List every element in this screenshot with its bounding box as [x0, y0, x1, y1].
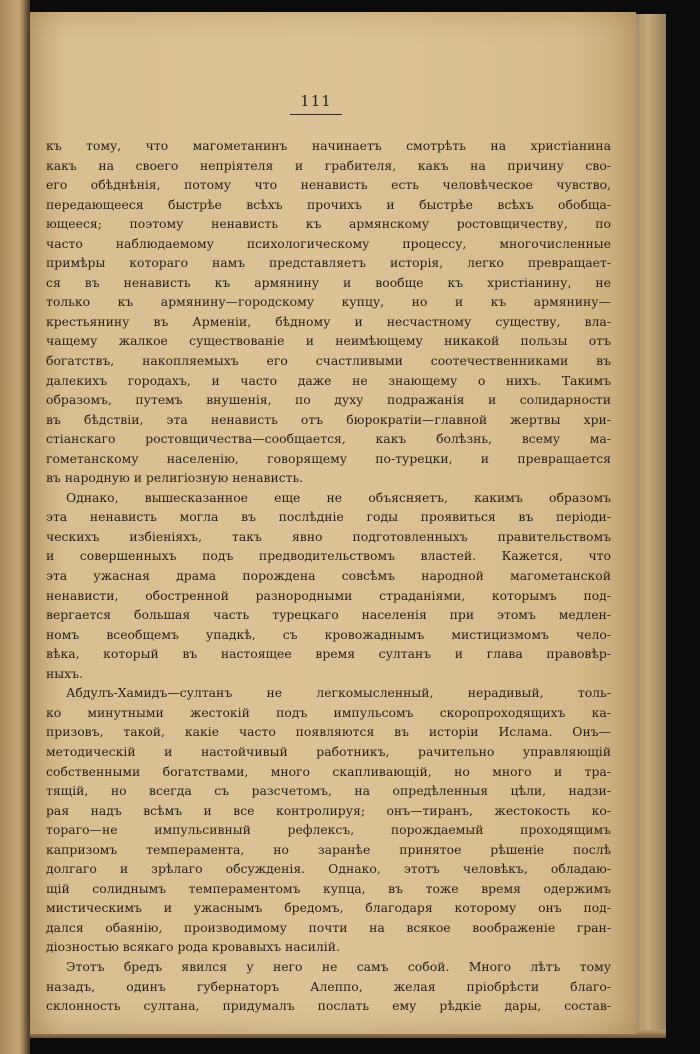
text-line: методическій и настойчивый работникъ, рачительно управляющій — [46, 743, 611, 759]
text-line: собственными богатствами, много скапливающій, но много и тра- — [46, 763, 611, 779]
text-line: Этотъ бредъ явился у него не самъ собой. Много лѣтъ тому — [66, 958, 611, 974]
text-line: номъ всеобщемъ упадкѣ, съ кровожаднымъ мистицизмомъ чело- — [46, 626, 611, 642]
text-line: ко минутными жестокій подъ импульсомъ скоропроходящихъ ка- — [46, 704, 611, 720]
adjacent-page-edge — [0, 0, 30, 1054]
text-line: часто наблюдаемому психологическому процессу, многочисленные — [46, 235, 611, 251]
text-line: передающееся быстрѣе всѣхъ прочихъ и быстрѣе всѣхъ обобща- — [46, 196, 611, 212]
paragraph — [46, 683, 611, 957]
text-line: тораго—не импульсивный рефлексъ, порождаемый проходящимъ — [46, 822, 611, 838]
text-line: ненависти, обостренной разнородными страданіями, которымъ под- — [46, 587, 611, 603]
text-line: ныхъ. — [46, 665, 83, 681]
text-line: въ бѣдствіи, эта ненависть отъ бюрократіи—главной жертвы хри- — [46, 411, 611, 427]
text-line: Однако, вышесказанное еще не объясняетъ, какимъ образомъ — [66, 489, 611, 505]
text-line: назадъ, одинъ губернаторъ Алеппо, желая пріобрѣсти благо- — [46, 978, 611, 994]
text-line: богатствъ, накопляемыхъ его счастливыми соотечественниками въ — [46, 353, 611, 369]
text-line: тящій, но всегда съ разсчетомъ, на опредѣленныя цѣли, надзи- — [46, 783, 611, 799]
text-line: гометанскому населенію, говорящему по-турецки, и превращается — [46, 450, 611, 466]
text-line: эта ненависть могла въ послѣдніе годы проявиться въ періоди- — [46, 509, 611, 525]
book-page — [30, 12, 636, 1034]
paragraph — [46, 136, 611, 488]
text-line: и совершенныхъ подъ предводительствомъ властей. Кажется, что — [46, 548, 611, 564]
text-line: къ тому, что магометанинъ начинаетъ смотрѣть на христіанина — [46, 138, 611, 153]
text-line: долгаго и зрѣлаго обсужденія. Однако, этотъ человѣкъ, обладаю- — [46, 861, 611, 877]
text-line: его обѣднѣнія, потому что ненависть есть человѣческое чувство, — [46, 177, 611, 193]
text-line: только къ армянину—городскому купцу, но и къ армянину— — [46, 294, 611, 310]
spine-shadow — [22, 0, 30, 1054]
page-body-text — [46, 136, 611, 1016]
page-number-underline — [290, 114, 342, 115]
text-line: стіанскаго ростовщичества—сообщается, какъ болѣзнь, всему ма- — [46, 431, 611, 447]
text-line: ся въ ненависть къ армянину и вообще къ христіанину, не — [46, 274, 611, 290]
text-line: дался обаянію, производимому почти на всякое воображеніе гран- — [46, 919, 611, 935]
text-line: чащему жалкое существованіе и неимѣющему никакой пользы отъ — [46, 333, 611, 349]
text-line: эта ужасная драма порождена совсѣмъ народной магометанской — [46, 568, 611, 584]
text-line: Абдулъ-Хамидъ—султанъ не легкомысленный, нерадивый, толь- — [66, 685, 611, 701]
text-line: какъ на своего непріятеля и грабителя, какъ на причину сво- — [46, 157, 611, 173]
text-line: ческихъ избіеніяхъ, такъ явно подготовленныхъ правительствомъ — [46, 528, 611, 544]
text-line: далекихъ городахъ, и часто даже не знающему о нихъ. Такимъ — [46, 372, 611, 388]
text-line: капризомъ темперамента, но заранѣе принятое рѣшеніе послѣ — [46, 841, 611, 857]
paragraph — [46, 957, 611, 1016]
text-line: ющееся; поэтому ненависть къ армянскому ростовщичеству, по — [46, 216, 611, 232]
text-line: въ народную и религіозную ненависть. — [46, 470, 304, 486]
text-line: крестьянину въ Арменіи, бѣдному и несчастному существу, вла- — [46, 313, 611, 329]
paragraph — [46, 488, 611, 683]
text-line: щій солиднымъ темпераментомъ купца, въ тоже время одержимъ — [46, 880, 611, 896]
text-line: вѣка, который въ настоящее время султанъ и глава правовѣр- — [46, 646, 611, 662]
page-stack-shadow — [636, 14, 666, 1032]
text-line: образомъ, путемъ внушенія, по духу подражанія и солидарности — [46, 392, 611, 408]
text-line: мистическимъ и ужаснымъ бредомъ, благодаря которому онъ под- — [46, 900, 611, 916]
text-line: вергается большая часть турецкаго населенія при этомъ медлен- — [46, 607, 611, 623]
text-line: рая надъ всѣмъ и все контролируя; онъ—тиранъ, жестокость ко- — [46, 802, 611, 818]
text-line: діозностью всякаго рода кровавыхъ насилій. — [46, 939, 340, 955]
text-line: склонность султана, придумалъ послать ему рѣдкіе дары, состав- — [46, 998, 611, 1014]
text-line: призовъ, такой, какіе часто появляются въ исторіи Ислама. Онъ— — [46, 724, 611, 740]
text-line: примѣры котораго намъ представляетъ исторія, легко превращает- — [46, 255, 611, 271]
page-number: 111 — [300, 92, 332, 110]
